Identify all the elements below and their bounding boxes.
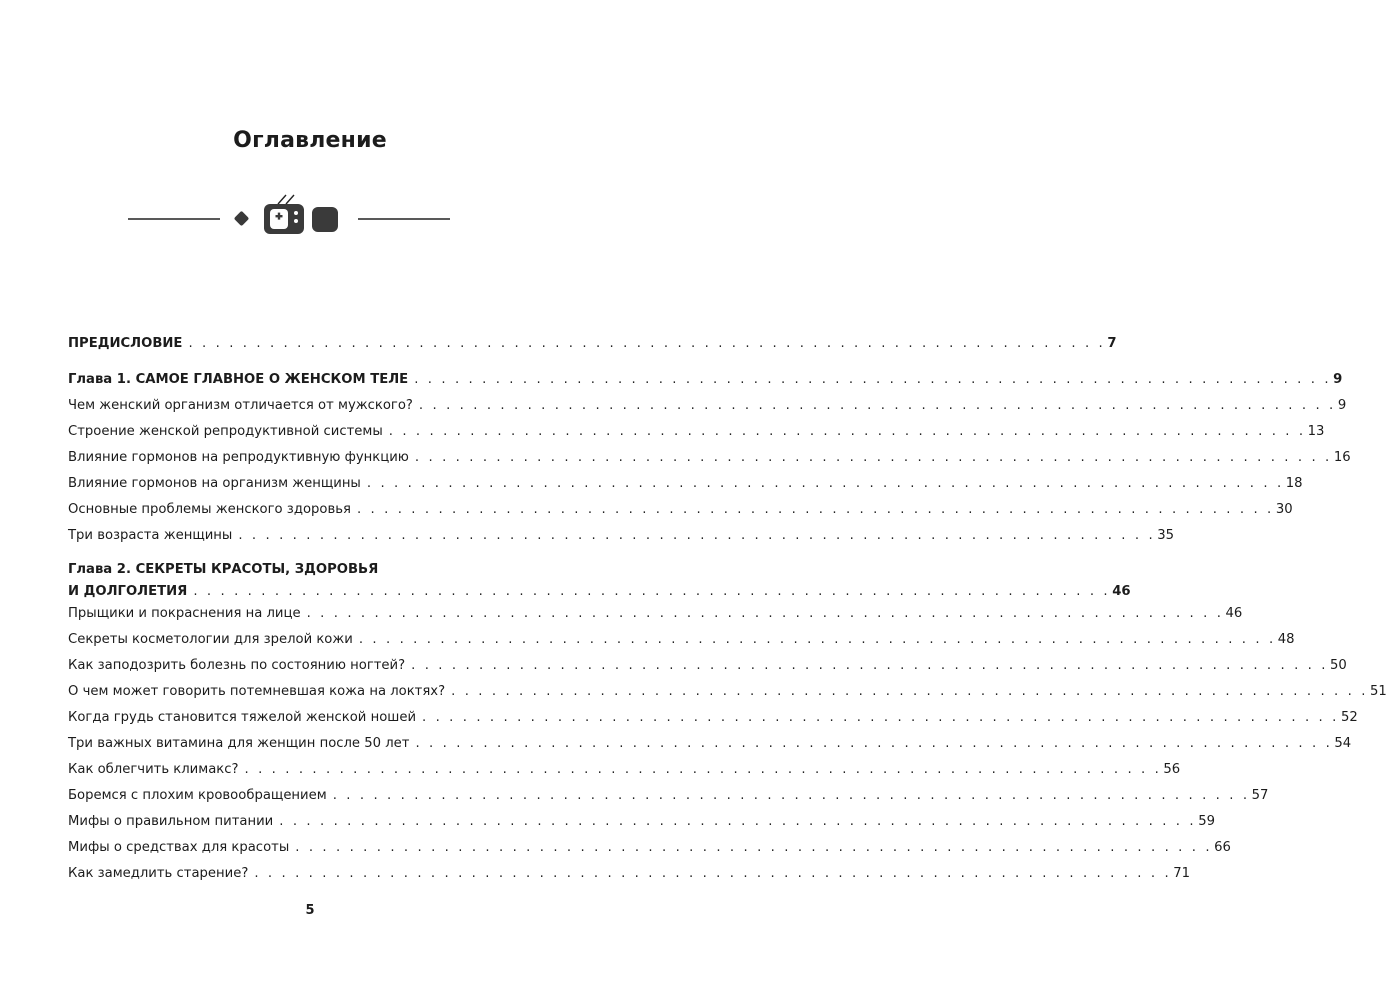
toc-entry-page: 48 bbox=[1277, 632, 1295, 647]
toc-entry[interactable] bbox=[68, 811, 1215, 833]
toc-entry-page: 35 bbox=[1157, 528, 1175, 543]
toc-entry-title: Основные проблемы женского здоровья bbox=[68, 502, 351, 517]
dot-leader: . . . . . . . . . . . . . . . . . . . . . . . . . . . . . . . . . . . . . . . . . . . . . . . . . . . . . . . . . . . . . . . . . . . . bbox=[418, 398, 1336, 413]
dot-leader: . . . . . . . . . . . . . . . . . . . . . . . . . . . . . . . . . . . . . . . . . . . . . . . . . . . . . . . . . . . . . . . . . . . . bbox=[366, 476, 1284, 491]
diamond-icon bbox=[234, 211, 250, 227]
dot-leader: . . . . . . . . . . . . . . . . . . . . . . . . . . . . . . . . . . . . . . . . . . . . . . . . . . . . . . . . . . . . . . . . . . . . bbox=[358, 632, 1276, 647]
toc-entry[interactable] bbox=[68, 655, 1347, 677]
toc-entry[interactable] bbox=[68, 629, 1295, 651]
toc-entry[interactable] bbox=[68, 603, 1243, 625]
toc-entry-page: 54 bbox=[1334, 736, 1352, 751]
toc-entry-title: О чем может говорить потемневшая кожа на локтях? bbox=[68, 684, 446, 699]
dot-leader: . . . . . . . . . . . . . . . . . . . . . . . . . . . . . . . . . . . . . . . . . . . . . . . . . . . . . . . . . . . . . . . . . . . . bbox=[411, 658, 1329, 673]
toc-entry-page: 52 bbox=[1340, 710, 1358, 725]
toc-entry-title: ПРЕДИСЛОВИЕ bbox=[68, 336, 183, 351]
toc-entry-page: 50 bbox=[1330, 658, 1347, 673]
toc-entry-title: И ДОЛГОЛЕТИЯ bbox=[68, 584, 188, 599]
toc-entry[interactable] bbox=[68, 759, 1181, 781]
page-title: Оглавление bbox=[233, 128, 387, 153]
toc-entry-page: 18 bbox=[1285, 476, 1303, 491]
dot-leader: . . . . . . . . . . . . . . . . . . . . . . . . . . . . . . . . . . . . . . . . . . . . . . . . . . . . . . . . . . . . . . . . . . . . bbox=[306, 606, 1224, 621]
toc-entry-title: Мифы о средствах для красоты bbox=[68, 840, 290, 855]
toc-entry[interactable] bbox=[68, 733, 1352, 755]
dot-leader: . . . . . . . . . . . . . . . . . . . . . . . . . . . . . . . . . . . . . . . . . . . . . . . . . . . . . . . . . . . . . . . . . . . . bbox=[356, 502, 1274, 517]
tv-icon bbox=[264, 195, 304, 234]
toc-entry-title: Строение женской репродуктивной системы bbox=[68, 424, 383, 439]
toc-entry[interactable] bbox=[68, 421, 1325, 443]
toc-entry-page: 56 bbox=[1163, 762, 1181, 777]
toc-entry-page: 13 bbox=[1307, 424, 1325, 439]
toc-entry-title: Когда грудь становится тяжелой женской ношей bbox=[68, 710, 417, 725]
toc-entry[interactable] bbox=[68, 473, 1303, 495]
dot-leader: . . . . . . . . . . . . . . . . . . . . . . . . . . . . . . . . . . . . . . . . . . . . . . . . . . . . . . . . . . . . . . . . . . . . bbox=[422, 710, 1339, 725]
toc-entry-title: Три возраста женщины bbox=[68, 528, 233, 543]
dot-leader: . . . . . . . . . . . . . . . . . . . . . . . . . . . . . . . . . . . . . . . . . . . . . . . . . . . . . . . . . . . . . . . . . . . . bbox=[451, 684, 1369, 699]
toc-entry-title: Три важных витамина для женщин после 50 лет bbox=[68, 736, 410, 751]
toc-entry-title: Мифы о правильном питании bbox=[68, 814, 274, 829]
square-icon bbox=[312, 207, 338, 232]
dot-leader: . . . . . . . . . . . . . . . . . . . . . . . . . . . . . . . . . . . . . . . . . . . . . . . . . . . . . . . . . . . . . . . . . . . . bbox=[332, 788, 1250, 803]
toc-entry[interactable] bbox=[68, 785, 1269, 807]
toc-entry-title: Как замедлить старение? bbox=[68, 866, 249, 881]
toc-entry[interactable] bbox=[68, 581, 1131, 603]
toc-entry[interactable] bbox=[68, 837, 1231, 859]
page-number: 5 bbox=[305, 903, 315, 918]
dot-leader: . . . . . . . . . . . . . . . . . . . . . . . . . . . . . . . . . . . . . . . . . . . . . . . . . . . . . . . . . . . . . . . . . . . . bbox=[244, 762, 1162, 777]
dot-leader: . . . . . . . . . . . . . . . . . . . . . . . . . . . . . . . . . . . . . . . . . . . . . . . . . . . . . . . . . . . . . . . . . . . . bbox=[188, 336, 1106, 351]
toc-entry-title: Глава 1. САМОЕ ГЛАВНОЕ О ЖЕНСКОМ ТЕЛЕ bbox=[68, 372, 409, 387]
toc-entry-title: Секреты косметологии для зрелой кожи bbox=[68, 632, 353, 647]
toc-entry-page: 9 bbox=[1337, 398, 1347, 413]
toc-entry[interactable] bbox=[68, 447, 1351, 469]
toc-entry-page: 51 bbox=[1370, 684, 1387, 699]
toc-entry[interactable] bbox=[68, 499, 1293, 521]
dot-leader: . . . . . . . . . . . . . . . . . . . . . . . . . . . . . . . . . . . . . . . . . . . . . . . . . . . . . . . . . . . . . . . . . . . . bbox=[414, 450, 1332, 465]
dot-leader: . . . . . . . . . . . . . . . . . . . . . . . . . . . . . . . . . . . . . . . . . . . . . . . . . . . . . . . . . . . . . . . . . . . . bbox=[414, 372, 1332, 387]
toc-entry[interactable] bbox=[68, 369, 1343, 391]
toc-entry-title: Влияние гормонов на репродуктивную функцию bbox=[68, 450, 409, 465]
toc-entry-page: 59 bbox=[1198, 814, 1215, 829]
toc-entry-title: Как заподозрить болезнь по состоянию ногтей? bbox=[68, 658, 406, 673]
toc-entry-page: 66 bbox=[1214, 840, 1231, 855]
dot-leader: . . . . . . . . . . . . . . . . . . . . . . . . . . . . . . . . . . . . . . . . . . . . . . . . . . . . . . . . . . . . . . . . . . . . bbox=[238, 528, 1156, 543]
toc-entry-title: Влияние гормонов на организм женщины bbox=[68, 476, 361, 491]
toc-entry-page: 46 bbox=[1112, 584, 1131, 599]
toc-entry-page: 71 bbox=[1173, 866, 1191, 881]
toc-entry-title: Глава 2. СЕКРЕТЫ КРАСОТЫ, ЗДОРОВЬЯ bbox=[68, 562, 379, 577]
toc-entry[interactable] bbox=[68, 333, 1117, 355]
dot-leader: . . . . . . . . . . . . . . . . . . . . . . . . . . . . . . . . . . . . . . . . . . . . . . . . . . . . . . . . . . . . . . . . . . . . bbox=[193, 584, 1111, 599]
toc-entry[interactable] bbox=[68, 707, 1358, 729]
dot-leader: . . . . . . . . . . . . . . . . . . . . . . . . . . . . . . . . . . . . . . . . . . . . . . . . . . . . . . . . . . . . . . . . . . . . bbox=[279, 814, 1197, 829]
toc-entry-page: 57 bbox=[1251, 788, 1269, 803]
toc-entry-title: Чем женский организм отличается от мужского? bbox=[68, 398, 413, 413]
toc-entry[interactable] bbox=[68, 395, 1347, 417]
toc-entry-page: 9 bbox=[1333, 372, 1343, 387]
dot-leader: . . . . . . . . . . . . . . . . . . . . . . . . . . . . . . . . . . . . . . . . . . . . . . . . . . . . . . . . . . . . . . . . . . . . bbox=[295, 840, 1213, 855]
toc-entry[interactable] bbox=[68, 863, 1191, 885]
toc-entry-title: Как облегчить климакс? bbox=[68, 762, 239, 777]
ornament-divider bbox=[126, 190, 452, 250]
toc-entry-page: 30 bbox=[1275, 502, 1293, 517]
dot-leader: . . . . . . . . . . . . . . . . . . . . . . . . . . . . . . . . . . . . . . . . . . . . . . . . . . . . . . . . . . . . . . . . . . . . bbox=[254, 866, 1172, 881]
toc-entry-page: 46 bbox=[1225, 606, 1243, 621]
dot-leader: . . . . . . . . . . . . . . . . . . . . . . . . . . . . . . . . . . . . . . . . . . . . . . . . . . . . . . . . . . . . . . . . . . . . bbox=[415, 736, 1333, 751]
toc-entry[interactable] bbox=[68, 681, 1387, 703]
toc-entry-title: Прыщики и покраснения на лице bbox=[68, 606, 301, 621]
toc-entry-title: Боремся с плохим кровообращением bbox=[68, 788, 327, 803]
toc-entry-page: 16 bbox=[1333, 450, 1351, 465]
dot-leader: . . . . . . . . . . . . . . . . . . . . . . . . . . . . . . . . . . . . . . . . . . . . . . . . . . . . . . . . . . . . . . . . . . . . bbox=[388, 424, 1306, 439]
toc-entry-page: 7 bbox=[1107, 336, 1117, 351]
toc-entry[interactable] bbox=[68, 525, 1175, 547]
